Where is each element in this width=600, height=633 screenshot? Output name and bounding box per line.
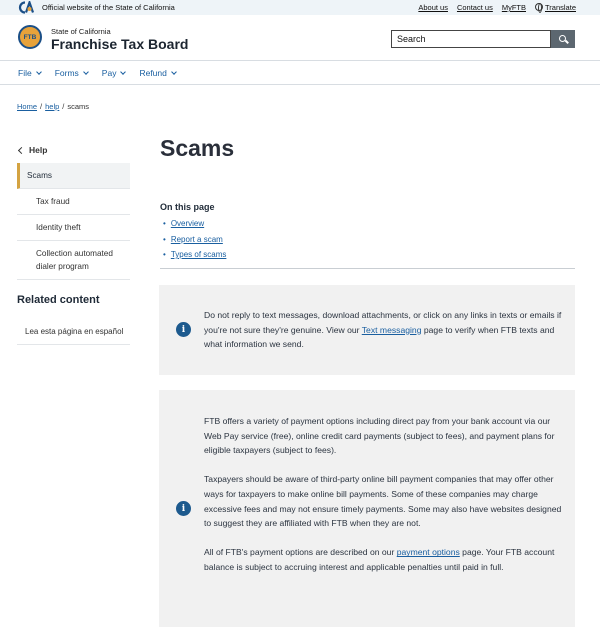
- globe-icon: [535, 3, 543, 11]
- agency-name[interactable]: Franchise Tax Board: [51, 36, 189, 52]
- text-messaging-link[interactable]: Text messaging: [361, 324, 422, 335]
- sidebar-back-help[interactable]: [17, 145, 47, 155]
- page-title: Scams: [160, 135, 235, 161]
- chevron-down-icon: [171, 69, 177, 75]
- sidebar-item-scams[interactable]: Scams: [17, 163, 130, 189]
- sidebar-item-collection-dialer[interactable]: Collection automated dialer program: [17, 241, 130, 280]
- site-header: [0, 15, 600, 60]
- translate-link[interactable]: [535, 3, 576, 12]
- nav-forms-label: Forms: [54, 67, 79, 78]
- toc-types-of-scams-link[interactable]: Types of scams: [170, 250, 227, 259]
- breadcrumb-current: scams: [67, 102, 90, 111]
- chevron-down-icon: [36, 69, 42, 75]
- breadcrumb: [17, 102, 89, 111]
- main-nav: [0, 60, 600, 85]
- sidebar-back-label: Help: [29, 145, 48, 155]
- official-banner: [0, 0, 600, 15]
- alert2-p3-before: All of FTB's payment options are described on our: [204, 547, 397, 558]
- contact-us-link[interactable]: Contact us: [456, 3, 493, 12]
- breadcrumb-home[interactable]: Home: [17, 102, 38, 111]
- toc-report-scam-link[interactable]: Report a scam: [170, 234, 223, 244]
- bullet-icon: •: [163, 219, 166, 228]
- info-icon: i: [176, 501, 191, 516]
- translate-label[interactable]: Translate: [545, 3, 576, 12]
- nav-refund[interactable]: [139, 68, 175, 78]
- payment-options-alert: [159, 390, 575, 627]
- info-icon: i: [176, 322, 191, 337]
- alert2-paragraph-2: Taxpayers should be aware of third-party online bill payment companies that may offer other ways for taxpayers to make online bill payments. Some of these companies may charge excessive fees and may not ensure timely payments. Some may also have websites designed to suggest they are affiliated with FTB when they are not.: [204, 474, 562, 529]
- california-logo-icon: [16, 1, 36, 14]
- alert2-p3-after: page. Your FTB account balance is subject to accruing interest and applicable penalties until paid in full.: [204, 547, 555, 572]
- bullet-icon: •: [163, 234, 166, 244]
- bullet-icon: •: [163, 250, 166, 259]
- search-input[interactable]: [391, 30, 551, 48]
- on-this-page-list: [163, 216, 226, 263]
- myftb-link[interactable]: MyFTB: [501, 3, 526, 12]
- toc-overview-link[interactable]: Overview: [170, 219, 205, 228]
- official-website-text: Official website of the State of California: [42, 3, 175, 12]
- toc-item: [163, 232, 226, 248]
- breadcrumb-help[interactable]: help: [45, 102, 60, 111]
- nav-pay-label: Pay: [101, 67, 117, 78]
- nav-file[interactable]: [18, 68, 41, 78]
- about-us-link[interactable]: About us: [418, 3, 448, 12]
- on-this-page-heading: On this page: [160, 202, 215, 212]
- breadcrumb-separator: /: [62, 102, 65, 111]
- chevron-left-icon: [18, 146, 25, 153]
- sidebar-nav: [17, 163, 130, 280]
- alert2-paragraph-3: [204, 545, 562, 574]
- ftb-logo-icon[interactable]: [18, 25, 42, 49]
- search-button[interactable]: [551, 30, 575, 48]
- chevron-down-icon: [121, 69, 127, 75]
- alert-text: [204, 414, 562, 589]
- payment-options-link[interactable]: payment options: [396, 547, 460, 558]
- state-of-california-text: State of California: [51, 27, 111, 36]
- nav-file-label: File: [18, 67, 32, 78]
- alert1-text-before: Do not reply to text messages, download attachments, or click on any links in texts or emails if you're not sure they're genuine. View our: [204, 310, 562, 335]
- breadcrumb-separator: /: [40, 102, 43, 111]
- nav-forms[interactable]: [55, 68, 88, 78]
- nav-pay[interactable]: [102, 68, 126, 78]
- sidebar-item-identity-theft[interactable]: Identity theft: [17, 215, 130, 241]
- alert2-paragraph-1: FTB offers a variety of payment options including direct pay from your bank account via our Web Pay service (free), online credit card payments (subject to fees), and payment plans for eligible taxpayers (subject to fees).: [204, 416, 555, 456]
- related-spanish-link[interactable]: Lea esta página en español: [17, 321, 130, 345]
- search-icon: [559, 35, 566, 42]
- nav-refund-label: Refund: [139, 67, 167, 78]
- ftb-seal-text: FTB: [23, 33, 37, 41]
- alert1-text-after: page to verify when FTB texts and what information we send.: [204, 324, 555, 350]
- toc-item: [163, 216, 226, 232]
- sidebar-item-tax-fraud[interactable]: Tax fraud: [17, 189, 130, 215]
- toc-item: [163, 247, 226, 263]
- text-message-alert: [159, 285, 575, 375]
- related-content-heading: Related content: [17, 294, 100, 306]
- section-divider: [160, 268, 575, 269]
- alert-text: [204, 308, 562, 352]
- chevron-down-icon: [83, 69, 89, 75]
